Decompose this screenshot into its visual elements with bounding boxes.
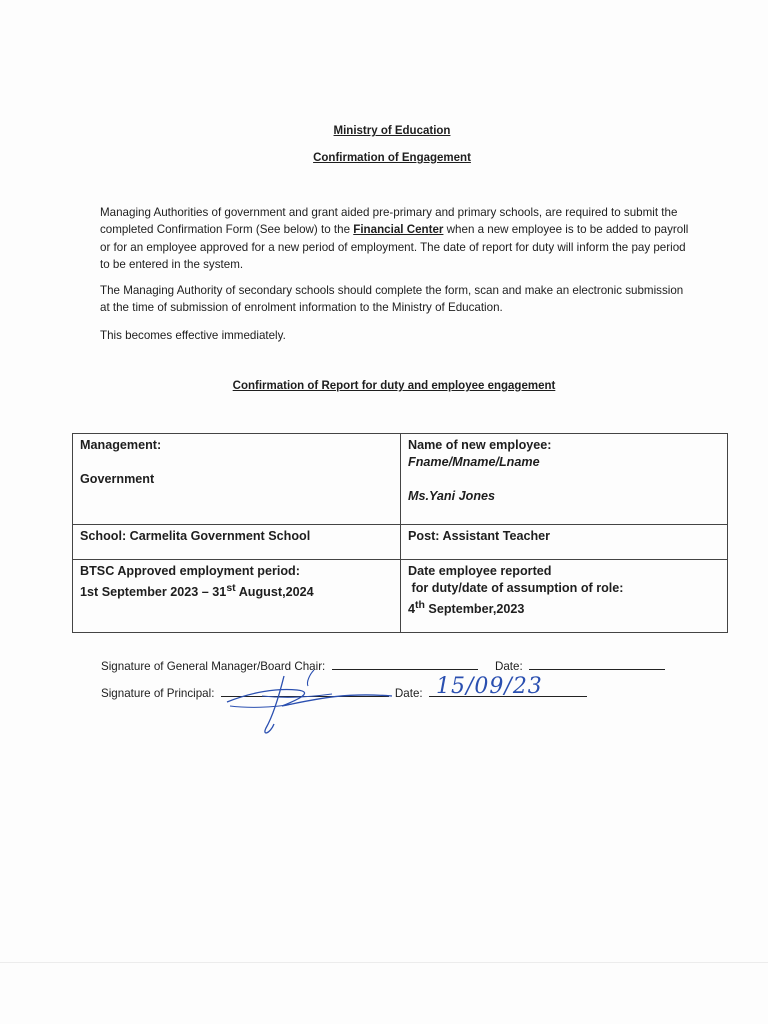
employment-period-cell — [73, 560, 401, 633]
principal-date-handwritten: 15/09/23 — [436, 674, 543, 699]
employee-cell — [401, 434, 728, 525]
table-row — [73, 525, 728, 560]
employment-period-value: 1st September 2023 – 31st August,2024 — [80, 582, 314, 600]
ministry-heading: Ministry of Education — [333, 125, 451, 137]
instructions-paragraph-2: The Managing Authority of secondary schools should complete the form, scan and make an electronic submission at the time of submission of enrolment information to the Ministry of Education. — [100, 284, 684, 315]
instructions-paragraph-1 — [100, 204, 690, 274]
management-cell — [73, 434, 401, 525]
para1-text-end: when a new employee is to be added to payroll or for an employee approved for a new period of employment. The date of report for duty will inform the pay period to be entered in the system. — [100, 223, 689, 272]
form-title: Confirmation of Report for duty and employee engagement — [232, 380, 556, 392]
effective-notice: This becomes effective immediately. — [100, 329, 286, 342]
employee-name-value: Ms.Yani Jones — [408, 489, 496, 503]
table-row — [73, 560, 728, 633]
principal-date-label: Date: — [394, 687, 423, 700]
date-reported-cell — [401, 560, 728, 633]
management-label: Management: — [80, 438, 162, 452]
employment-period-label: BTSC Approved employment period: — [80, 564, 300, 578]
employee-name-format: Fname/Mname/Lname — [408, 455, 540, 469]
date-reported-label-1: Date employee reported — [408, 564, 552, 578]
employee-label: Name of new employee: — [408, 438, 552, 452]
table-row — [73, 434, 728, 525]
principal-signature-mark — [222, 662, 402, 742]
financial-center-text: Financial Center — [353, 223, 444, 237]
post-cell: Post: Assistant Teacher — [401, 525, 728, 560]
date-reported-value: 4th September,2023 — [408, 599, 525, 617]
gm-date-label: Date: — [494, 660, 523, 673]
date-reported-label-2: for duty/date of assumption of role: — [408, 581, 624, 595]
management-value: Government — [80, 472, 155, 486]
gm-signature-label: Signature of General Manager/Board Chair: — [101, 660, 326, 673]
para1-text-start: Managing Authorities of government and grant aided pre-primary and primary schools, are required to submit the completed Confirmation Form (See below) to the — [100, 206, 678, 237]
page-bottom-divider — [0, 962, 768, 963]
engagement-form-table — [72, 433, 728, 633]
principal-signature-label: Signature of Principal: — [101, 687, 215, 700]
school-cell: School: Carmelita Government School — [73, 525, 401, 560]
gm-date-line[interactable] — [529, 668, 665, 670]
engagement-heading: Confirmation of Engagement — [313, 152, 471, 164]
